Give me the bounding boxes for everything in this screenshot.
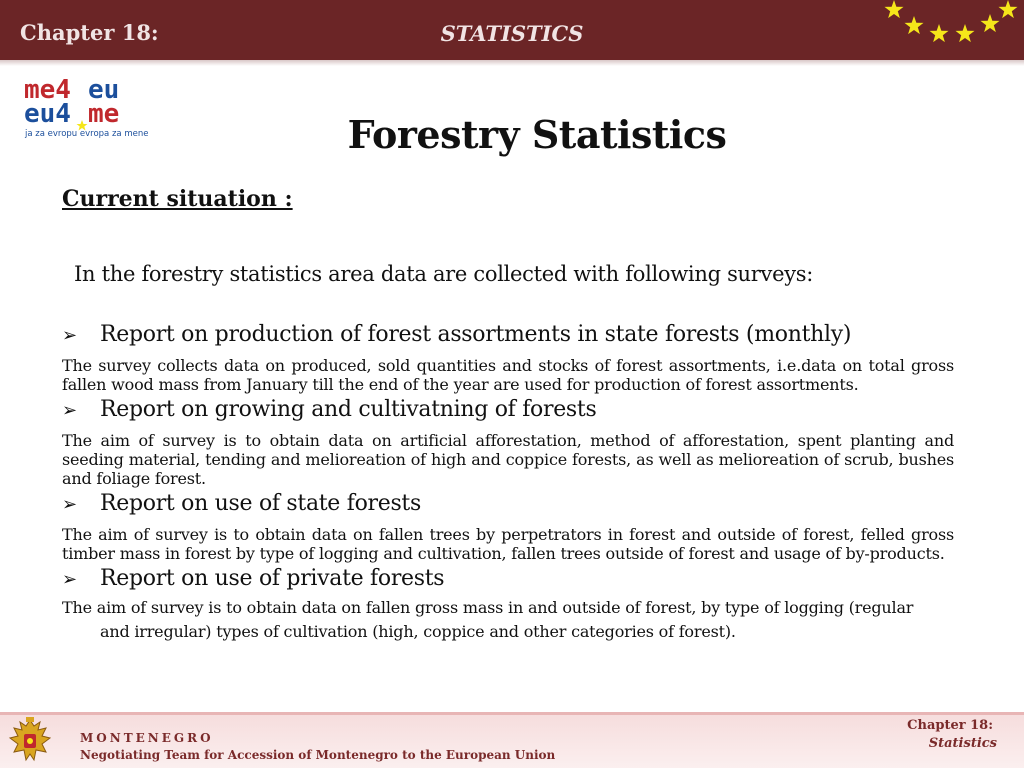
footer-subject: Statistics: [928, 736, 997, 751]
eu-stars-icon: [870, 0, 1024, 50]
report-item-4: [62, 566, 962, 591]
page-title: Forestry Statistics: [347, 112, 727, 157]
report-description: The aim of survey is to obtain data on fallen trees by perpetrators in forest and outside of forest, felled gross timber mass in forest by type of logging and cultivation, fallen trees outside of forest and usage of by-products.: [62, 525, 954, 563]
report-title: Report on production of forest assortments in state forests (monthly): [100, 322, 852, 347]
current-situation-heading: Current situation :: [62, 186, 293, 212]
report-title: Report on growing and cultivatning of forests: [100, 397, 597, 422]
svg-text:me: me: [88, 99, 120, 129]
header-shadow: [0, 60, 1024, 66]
footer-chapter: Chapter 18:: [907, 718, 993, 733]
arrow-bullet-icon: ➢: [62, 569, 77, 590]
svg-text:eu: eu: [88, 76, 120, 105]
report-description-line: and irregular) types of cultivation (high, coppice and other categories of forest).: [100, 622, 736, 641]
footer-team: Negotiating Team for Accession of Montenegro to the European Union: [80, 748, 556, 762]
svg-text:me4: me4: [24, 76, 71, 105]
report-title: Report on use of state forests: [100, 491, 421, 516]
report-description: The survey collects data on produced, sold quantities and stocks of forest assortments, i.e.data on total gross fallen wood mass from January till the end of the year are used for production of forest assortments.: [62, 356, 954, 394]
report-item-1: [62, 322, 962, 347]
header-title: STATISTICS: [440, 21, 584, 46]
report-item-3: [62, 491, 962, 516]
footer-divider: [0, 712, 1024, 715]
report-description-line: The aim of survey is to obtain data on fallen gross mass in and outside of forest, by type of logging (regular: [62, 598, 914, 617]
header-chapter-label: Chapter 18:: [20, 20, 159, 45]
intro-text: In the forestry statistics area data are collected with following surveys:: [74, 262, 814, 286]
footer-country: MONTENEGRO: [80, 731, 214, 745]
arrow-bullet-icon: ➢: [62, 494, 77, 515]
arrow-bullet-icon: ➢: [62, 325, 77, 346]
svg-text:ja za evropu evropa za mene: ja za evropu evropa za mene: [25, 129, 148, 139]
report-title: Report on use of private forests: [100, 566, 445, 591]
report-item-2: [62, 397, 962, 422]
coat-of-arms-icon: [6, 716, 54, 766]
report-description: [62, 596, 954, 644]
svg-text:eu4: eu4: [24, 99, 71, 129]
arrow-bullet-icon: ➢: [62, 400, 77, 421]
report-description: The aim of survey is to obtain data on artificial afforestation, method of afforestation, spent planting and seeding material, tending and melioreation of high and coppice forests, as well as melioreation of scrub, bushes and foliage forest.: [62, 431, 954, 488]
